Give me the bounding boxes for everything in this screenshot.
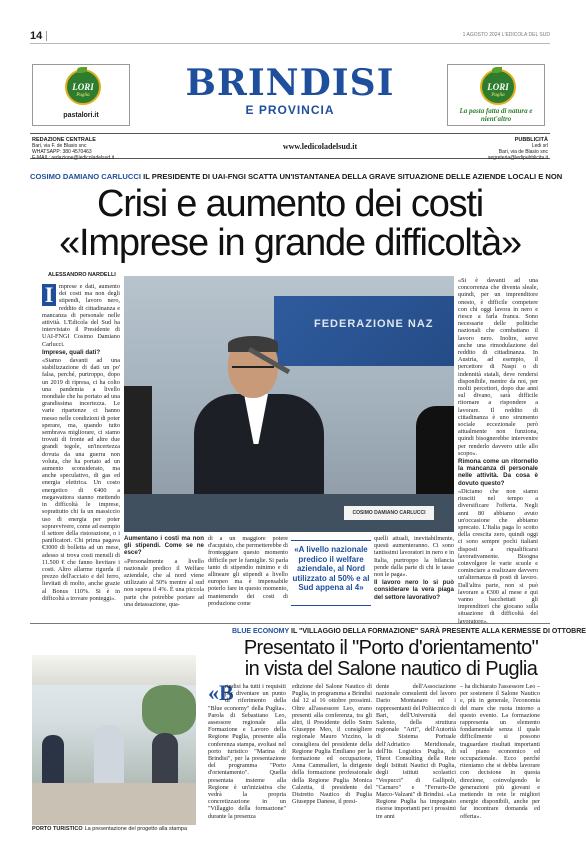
- pubblicita-contacts: PUBBLICITÀ Ledi srl Bari, via de Blasio snc segreteria@ledipubblicita.it: [487, 137, 548, 161]
- ad-pastalori-right[interactable]: [447, 64, 545, 126]
- article-kicker: COSIMO DAMIANO CARLUCCI IL PRESIDENTE DI UAI-FNGI SCATTA UN'ISTANTANEA DELLA GRAVE SITUAZIONE DELLE AZIENDE LOCALI E NON: [30, 172, 563, 181]
- interview-question: Rimona come un ritornello la mancanza di personale nelle attività. Da cosa è dovuto questo?: [458, 458, 538, 487]
- ad-pastalori-left[interactable]: [32, 64, 130, 126]
- photo-caption: PORTO TURISTICO La presentazione del progetto alla stampa: [32, 826, 188, 832]
- ad-slogan: La pasta fatta di natura e nient'altro: [459, 107, 533, 123]
- headline-2-line-2: in vista del Salone nautico di Puglia: [244, 658, 538, 680]
- article2-column-2: edizione del Salone Nautico di Puglia, in programma a Brindisi dal 12 al 16 ottobre prossimi. Oltre all'assessore Leo, erano presenti alla conferenza, tra gli altri, il Presidente dello Snim Giuseppe Meo, il consigliere regionale Mauro Vizzino, la consigliera del presidente della Regione Puglia Emiliano per la formazione ed occupazione, Anna Cammalleri, la dirigente della formazione professionale della Regione Puglia Monica Calzetta, il presidente del Distretto Nautico di Puglia Giuseppe Danese, il presi-: [292, 683, 372, 806]
- article-column-5: quelli attuali, inevitabilmente, questi aumenteranno. Ci sono tantissimi lavoratori in nero e in Italia, purtroppo la bilancia pende dalla parte di chi le tasse non le paga». Il lavoro nero lo si può considerare la vera piaga del settore lavorativo?: [374, 535, 454, 601]
- headline-line-1: Crisi e aumento dei costi: [96, 183, 484, 225]
- article-divider: [30, 623, 550, 624]
- website-link[interactable]: www.ledicoladelsud.it: [282, 142, 358, 151]
- page-header: [30, 30, 550, 44]
- interview-question: Aumentano i costi ma non gli stipendi. Come se ne esce?: [124, 535, 204, 557]
- contacts-bar: [30, 133, 550, 159]
- redazione-contacts: REDAZIONE CENTRALE Bari, via F. de Blasio snc WHATSAPP: 380 4570463 E-MAIL: redazione@ledicoladelsud.it: [32, 137, 115, 161]
- section-title: BRINDISI: [185, 62, 395, 104]
- article-column-2: Aumentano i costi ma non gli stipendi. Come se ne esce? «Personalmente a livello nazionale predico il Welfare aziendale, che al nord viene utilizzato al 50% mentre al sud non supera il 4%. È una piccola parte che potrebbe portare ad una detassazione, qua-: [124, 535, 204, 608]
- page-number: 14: [30, 30, 43, 42]
- federation-banner: FEDERAZIONE NAZ: [274, 296, 454, 366]
- leaf-icon: [492, 67, 502, 73]
- article-kicker: BLUE ECONOMY IL "VILLAGGIO DELLA FORMAZIONE" SARÀ PRESENTE ALLA KERMESSE DI OTTOBRE: [232, 628, 586, 635]
- article-column-1: I mprese e dati, aumento dei costi ma non degli stipendi, lavoro nero, reddito di cittadinanza e mancanza di personale nelle attività. L'Edicola del Sud ha intervistato il Presidente di UAI-FNGI Cosimo Damiano Carlucci. Imprese, quali dati? «Siamo davanti ad una stabilizzazione di dati un po' falsa, perché, purtroppo, dopo un 2019 di ripresa, ci ha colto una pandemia a livello mondiale che ha portato ad una grandissima incertezza. Le varie ripartenze ci hanno messo nelle condizioni di poter sperare, ma, quando tutto sembrava migliorare, ci siamo trovati di fronte ad altre due grandi tegole, un'incertezza dovuta da una guerra non voluta, che ha portato ad un aumento sconsiderato, ma anche speculativo, di gas ed energia elettrica. Un costo energetico di €400 a megawattora stanno mettendo in difficoltà le imprese, soprattutto chi fa un massiccio uso di energia per poter sopravvivere, come ad esempio il settore della ristorazione, o i panificatori. Chi prima pagava €3000 di bolletta ad un mese, adesso si trova costi mensili di 11.500 € che fanno lievitare i costi. Altro allarme rigurda il prezzo dell'acciaio e del ferro, lievitati di molto, anche grazie al Bonus 110%. Si è in difficoltà a trovare ponteggi».: [42, 282, 121, 602]
- article-column-6: «Si è davanti ad una concorrenza che diventa sleale, quindi, per un imprenditore onesto, è difficile competere con chi oggi lavora in nero e riesce a farla franca. Sono necessarie delle politiche nazionali che combattano il lavoro nero. Inoltre, serve anche una rimodulazione del reddito di cittadinanza. In Austria, ad esempio, il percettore di Naspi o di indennità statali, deve rendersi disponibile, mentre da noi, per molti percettori, dopo due anni sul divano, sarà difficile ritornare a rispondere a lavorare. Il reddito di cittadinanza è uno strumento sociale eccezionale però attualmente non funziona, quindi bisognerebbe intervenire per renderlo davvero utile allo scopo». Rimona come un ritornello la mancanza di personale nelle attività. Da cosa è dovuto questo? «Diciamo che non siamo riusciti nel tempo a diversificare l'offerta. Negli anni 80 abbiamo avuto un'occasione che abbiamo sprecato. L'Italia paga lo scotto della crescita zero, quindi oggi ci sono sempre pochi italiani disposti a riqualificarsi lavorativamente. Bisogna coinvolgere le varie scuole e cominciare a realizzare davvero un'alternanza di posti di lavoro. Dall'altra parte, non si può lavorare a €300 al mese e qui vanno bacchettati gli imprenditori che giocano sulla situazione di difficoltà del lavoratore».: [458, 277, 538, 625]
- photo-press-conference: [32, 655, 196, 825]
- drop-cap: I: [42, 284, 56, 306]
- interview-question: Il lavoro nero lo si può considerare la vera piaga del settore lavorativo?: [374, 579, 454, 601]
- byline: ALESSANDRO NARDELLI: [48, 272, 116, 278]
- leaf-icon: [77, 67, 87, 73]
- drop-cap: «B: [208, 680, 234, 705]
- dateline: 1 AGOSTO 2024 L'EDICOLA DEL SUD: [462, 32, 550, 38]
- article-column-3: di a un maggiore potere d'acquisto, che permetterebbe di fronteggiare questo momento difficile per le famiglie. Si parla tanto di stipendio minimo e di allineare gli stipendi a livello europeo ma è impensabile poterlo fare in questo momento, mantenendo dei costi di produzione come: [208, 535, 288, 607]
- article2-column-1: «B rindisi ha tutti i requisiti per diventare un punto di riferimento della "Blue economy" della Puglia». Parola di Sebastiano Leo, assessore regionale alla Formazione e Lavoro della Regione Puglia, presente alla conferenza stampa, svoltasi nel porto turistico "Marina di Brindisi", per la presentazione del programma "Porto d'orientamento". Quella presentata insieme alla Regione è un'iniziativa che vedrà la propria concretizzazione in un "Villaggio della formazione" durante la presenza: [208, 680, 286, 820]
- pull-quote: «A livello nazionale predico il welfare aziendale, al Nord utilizzato al 50% e al Sud appena al 4»: [291, 540, 371, 606]
- speaker-figure: [194, 336, 324, 506]
- headline-line-2: «Imprese in grande difficoltà»: [59, 222, 521, 264]
- article2-column-3: dente dell'Associazione nazionale consulenti del lavoro Dario Montanaro ed i rappresentanti del Politecnico di Bari, dell'Università del Salento, della struttura regionale "Arti", dell'Autorità di Sistema Portuale dell'Adriatico Meridionale, dell'Its Logistics Puglia, di Theot Consulting della Rete degli Istituti Nautici di Puglia, degli istituti scolastici "Vespucci" di Gallipoli, "Carnaro" e "Ferraris-De Marco-Valzani" di Brindisi. «La Regione Puglia ha impegnato risorse importanti per i prossimi tre anni: [376, 683, 456, 820]
- nameplate: COSIMO DAMIANO CARLUCCI: [344, 506, 434, 520]
- article2-column-4: – ha dichiarato l'assessore Leo – per sostenere il Salone Nautico e, più in generale, l'economia del mare che ruota intorno a questo evento. La formazione rappresenta un elemento fondamentale senza il quale difficilmente si possono traguardare risultati importanti sul piano economico ed occupazionale. Ecco perché riteniamo che si debba lavorare con decisione in questa direzione, coinvolgendo le generazioni più giovani e mettendo in rete le migliori energie disponibili, anche per far incontrare domanda ed offerta».: [460, 683, 540, 820]
- lori-logo: LORI Puglia: [480, 69, 516, 105]
- lori-logo: LORI Puglia: [65, 69, 101, 105]
- interview-question: Imprese, quali dati?: [42, 348, 101, 356]
- headline-2-line-1: Presentato il "Porto d'orientamento": [243, 637, 539, 659]
- photo-carlucci: [124, 276, 454, 532]
- ad-website: pastalori.it: [63, 112, 99, 119]
- section-subtitle: E PROVINCIA: [245, 103, 335, 117]
